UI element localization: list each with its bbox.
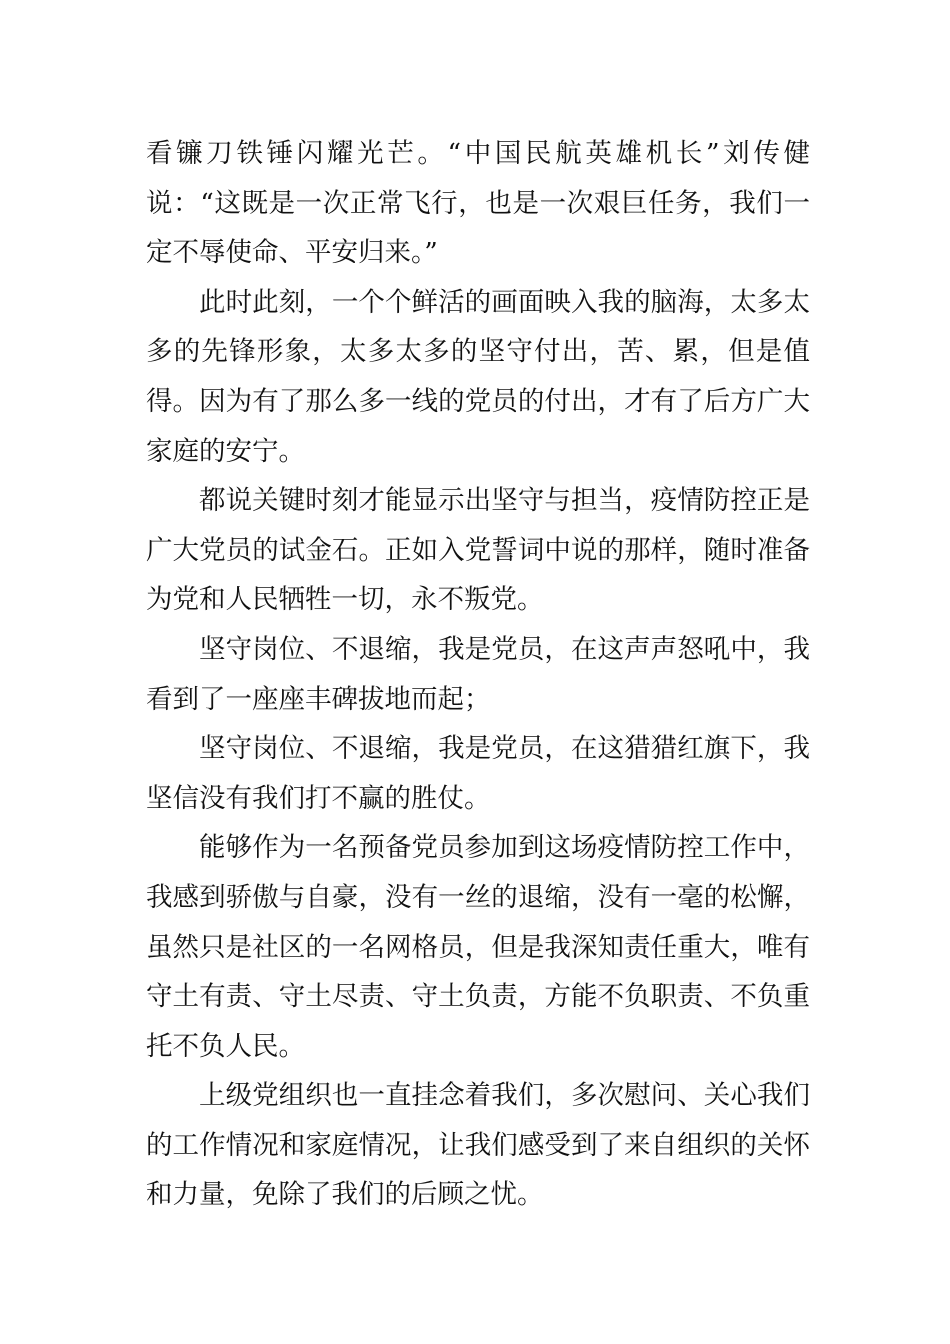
paragraph: 此时此刻，一个个鲜活的画面映入我的脑海，太多太多的先锋形象，太多太多的坚守付出，苦、累，但是值得。因为有了那么多一线的党员的付出，才有了后方广大家庭的安宁。 bbox=[146, 286, 810, 467]
paragraph: 看镰刀铁锤闪耀光芒。“中国民航英雄机长”刘传健说：“这既是一次正常飞行，也是一次艰巨任务，我们一定不辱使命、平安归来。” bbox=[146, 138, 810, 269]
paragraph: 上级党组织也一直挂念着我们，多次慰问、关心我们的工作情况和家庭情况，让我们感受到了来自组织的关怀和力量，免除了我们的后顾之忧。 bbox=[146, 1080, 810, 1211]
paragraph: 坚守岗位、不退缩，我是党员，在这声声怒吼中，我看到了一座座丰碑拔地而起； bbox=[146, 633, 810, 715]
body-text bbox=[146, 129, 810, 1220]
paragraph: 都说关键时刻才能显示出坚守与担当，疫情防控正是广大党员的试金石。正如入党誓词中说的那样，随时准备为党和人民牺牲一切，永不叛党。 bbox=[146, 485, 810, 616]
paragraph: 坚守岗位、不退缩，我是党员，在这猎猎红旗下，我坚信没有我们打不赢的胜仗。 bbox=[146, 733, 810, 814]
paragraph: 能够作为一名预备党员参加到这场疫情防控工作中，我感到骄傲与自豪，没有一丝的退缩，没有一毫的松懈，虽然只是社区的一名网格员，但是我深知责任重大，唯有守土有责、守土尽责、守土负责，方能不负职责、不负重托不负人民。 bbox=[146, 832, 810, 1062]
